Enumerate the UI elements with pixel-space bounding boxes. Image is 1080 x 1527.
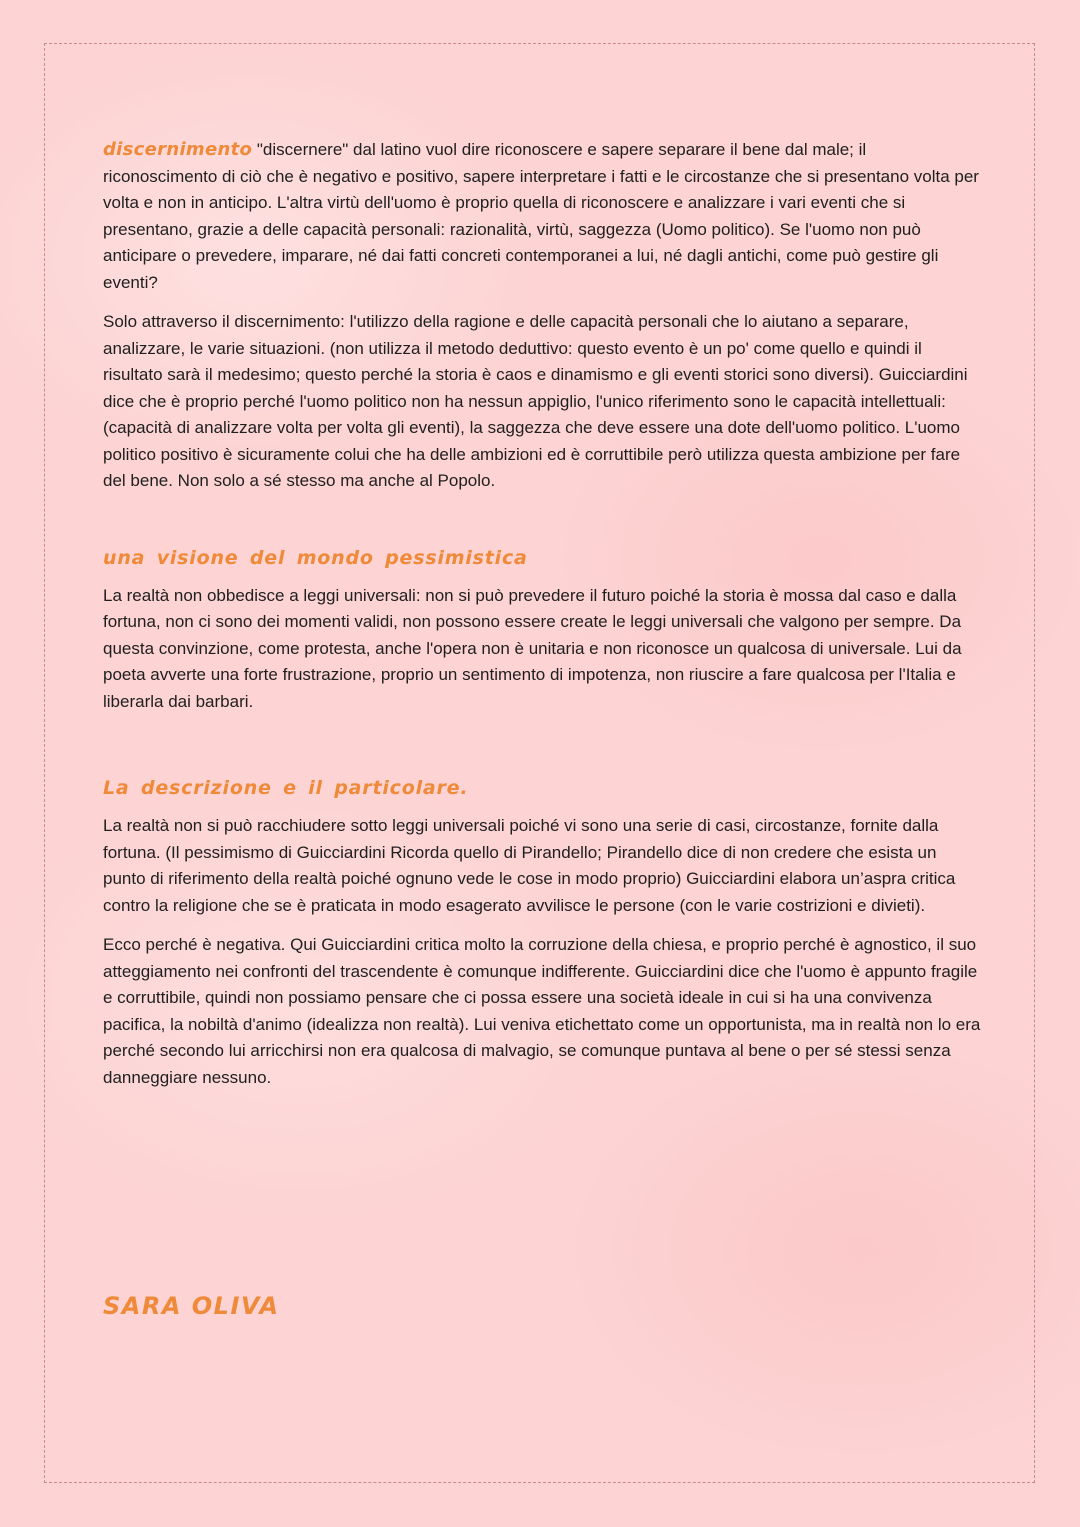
term-discernimento: discernimento	[103, 139, 253, 160]
author-name: SARA OLIVA	[103, 1292, 280, 1320]
heading-visione-pessimistica: una visione del mondo pessimistica	[103, 546, 528, 569]
paragraph-descrizione-2: Ecco perché è negativa. Qui Guicciardini critica molto la corruzione della chiesa, e proprio perché è agnostico, il suo atteggiamento nei confronti del trascendente è comunque indifferente. Guicciardini dice che l'uomo è appunto fragile e corruttibile, quindi non possiamo pensare che ci possa essere una società ideale in cui si ha una convivenza pacifica, la nobiltà d'animo (idealizza non realtà). Lui veniva etichettato come un opportunista, ma in realtà non lo era perché secondo lui arricchirsi non era qualcosa di malvagio, se comunque puntava al bene o per sé stessi senza danneggiare nessuno.	[103, 935, 981, 1087]
heading-descrizione-particolare: La descrizione e il particolare.	[103, 777, 469, 799]
paragraph-discernimento-1-text: "discernere" dal latino vuol dire riconoscere e sapere separare il bene dal male; il riconoscimento di ciò che è negativo e positivo, sapere interpretare i fatti e le circostanze che si presentano volta per volta e non in anticipo. L'altra virtù dell'uomo è proprio quella di riconoscere e analizzare i vari eventi che si presentano, grazie a delle capacità personali: razionalità, virtù, saggezza (Uomo politico). Se l'uomo non può anticipare o prevedere, imparare, né dai fatti concreti contemporanei a lui, né dagli antichi, come può gestire gli eventi?	[103, 140, 979, 292]
paragraph-discernimento-2: Solo attraverso il discernimento: l'utilizzo della ragione e delle capacità personali che lo aiutano a separare, analizzare, le varie situazioni. (non utilizza il metodo deduttivo: questo evento è un po' come quello e quindi il risultato sarà il medesimo; questo perché la storia è caos e dinamismo e gli eventi storici sono diversi). Guicciardini dice che è proprio perché l'uomo politico non ha nessun appiglio, l'unico riferimento sono le capacità intellettuali: (capacità di analizzare volta per volta gli eventi), la saggezza che deve essere una dote dell'uomo politico. L'uomo politico positivo è sicuramente colui che ha delle ambizioni ed è corruttibile però utilizza questa ambizione per fare del bene. Non solo a sé stesso ma anche al Popolo.	[103, 312, 968, 490]
paragraph-discernimento-1	[103, 137, 983, 296]
document-body	[103, 137, 983, 1104]
paragraph-visione-1: La realtà non obbedisce a leggi universali: non si può prevedere il futuro poiché la storia è mossa dal caso e dalla fortuna, non ci sono dei momenti validi, non possono essere create le leggi universali che valgono per sempre. Da questa convinzione, come protesta, anche l'opera non è unitaria e non riconosce un qualcosa di universale. Lui da poeta avverte una forte frustrazione, proprio un sentimento di impotenza, non riuscire a fare qualcosa per l'Italia e liberarla dai barbari.	[103, 585, 962, 711]
paragraph-descrizione-1: La realtà non si può racchiudere sotto leggi universali poiché vi sono una serie di casi, circostanze, fornite dalla fortuna. (Il pessimismo di Guicciardini Ricorda quello di Pirandello; Pirandello dice di non credere che esista un punto di riferimento della realtà poiché ognuno vede le cose in modo proprio) Guicciardini elabora un’aspra critica contro la religione che se è praticata in modo esagerato avvilisce le persone (con le varie costrizioni e divieti).	[103, 816, 956, 915]
